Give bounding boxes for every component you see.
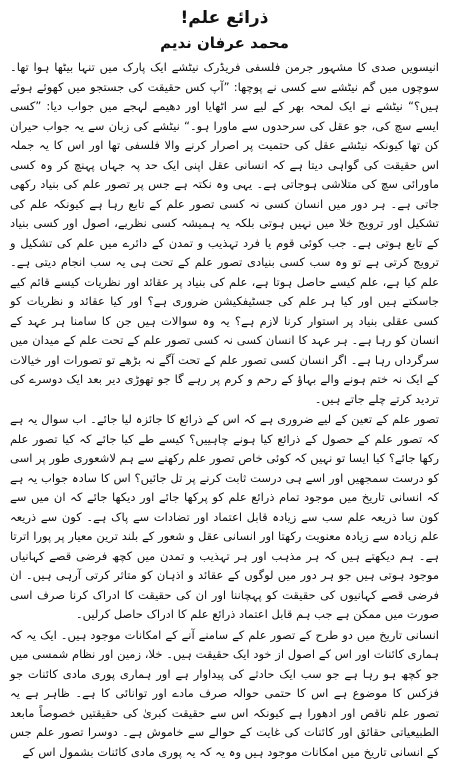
- article-body: [10, 58, 439, 762]
- article-author: محمد عرفان ندیم: [160, 34, 289, 52]
- article-paragraph: انیسویں صدی کا مشہور جرمن فلسفی فریڈرک نیٹشے ایک پارک میں تنہا بیٹھا ہوا تھا۔ سوچوں میں گم نیٹشے سے کسی نے پوچھا: ”آپ کس حقیقت کی جستجو میں کھوئے ہوئے ہیں؟“ نیٹشے نے ایک لمحہ بھر کے لیے سر اٹھایا اور دھیمے لہجے میں جواب دیا: ”کسی ایسے سچ کی، جو عقل کی سرحدوں سے ماورا ہو۔“ نیٹشے کی زبان سے یہ جواب حیران کن تھا کیونکہ نیٹشے عقل کی حتمیت پر اصرار کرنے والا فلسفی تھا اور اس کا یہ جملہ اس حقیقت کی گواہی دیتا ہے کہ انسانی عقل اپنی ایک حد پہ جہاں پہنچ کر وہ کسی ماورائی سچ کی متلاشی ہوجاتی ہے۔ یہی وہ نکتہ ہے جس پر تصور علم کی بنیاد رکھی جاتی ہے۔ ہر دور میں انسان کسی نہ کسی تصور علم کے تابع رہا ہے کیونکہ علم کی تشکیل اور ترویج خلا میں نہیں ہوتی بلکہ یہ ہمیشہ کسی نظریے، اصول اور کسی بنیاد کے تابع ہوتی ہے۔ جب کوئی قوم یا فرد تہذیب و تمدن کے دائرے میں علم کی تشکیل و ترویج کرتی ہے تو وہ سب کسی بنیادی تصور علم کے تحت ہی یہ سب انجام دیتی ہے۔ علم کیا ہے، علم کیسے حاصل ہوتا ہے، علم کی بنیاد پر عقائد اور نظریات کیسے قائم کیے جاسکتے ہیں اور کیا ہر علم کی جسٹیفکیشن ضروری ہے؟ اور کیا عقائد و نظریات کو کسی عقلی بنیاد پر استوار کرنا لازم ہے؟ یہ وہ سوالات ہیں جن کا سامنا ہر عہد کے انسان کو رہا ہے۔ ہر عہد کا انسان کسی نہ کسی تصور علم کے تحت علم کے میدان میں سرگرداں رہا ہے۔ اگر انسان کسی تصور علم کے تحت آگے نہ بڑھے تو تصورات اور خیالات کے ایک نہ ختم ہونے والے بہاؤ کے رحم و کرم پر رہے گا جو تھوڑی دیر بعد ایک دوسرے کی تردید کرتے چلے جاتے ہیں۔: [10, 60, 439, 406]
- article-paragraph: انسانی تاریخ میں دو طرح کے تصور علم کے سامنے آنے کے امکانات موجود ہیں۔ ایک یہ کہ ہماری کائنات اور اس کے اصول از خود ایک حقیقت ہیں۔ خلا، زمین اور نظام شمسی میں جو کچھ ہو رہا ہے جو سب ایک حادثے کی پیداوار ہے اور ہماری پوری مادی کائنات جو فزکس کا موضوع ہے اس کا حتمی حوالہ صرف مادے اور توانائی کا ہے۔ ظاہر ہے یہ تصور علم ناقص اور ادھورا ہے کیونکہ اس سے حقیقت کبریٰ کی حقیقتیں خصوصاً مابعد الطبیعیاتی حقائق اور کائنات کی غایت کے حوالے سے خاموش ہے۔ دوسرا تصور علم جس کے انسانی تاریخ میں امکانات موجود ہیں وہ یہ کہ یہ پوری مادی کائنات بشمول اس کے: [10, 627, 439, 759]
- article-title: ذرائع علم!: [180, 8, 269, 28]
- article-paragraph: تصور علم کے تعین کے لیے ضروری ہے کہ اس کے ذرائع کا جائزہ لیا جائے۔ اب سوال یہ ہے کہ تصور علم کے حصول کے ذرائع کیا ہونے چاہییں؟ کیسے طے کیا جائے کہ کیا تصور علم رکھا جائے؟ کیا ایسا تو نہیں کہ کوئی خاص تصور علم رکھنے سے ہم لاشعوری طور پر اسی کو درست سمجھیں اور اسے ہی درست ثابت کرنے پر تل جائیں؟ اس کا سادہ جواب یہ ہے کہ انسانی تاریخ میں موجود تمام ذرائع علم کو پرکھا جائے اور دیکھا جائے کہ ان میں سے کون سا ذریعہ علم سب سے زیادہ قابل اعتماد اور تضادات سے پاک ہے۔ کون سے ذریعہ علم زیادہ سے زیادہ معنویت رکھتا اور انسانی عقل و شعور کے بلند ترین معیار پر پورا اترتا ہے۔ ہم دیکھتے ہیں کہ ہر مذہب اور ہر تہذیب و تمدن میں کچھ فرضی قصے کہانیاں موجود ہوتی ہیں جو ہر دور میں لوگوں کے عقائد و اذہان کو متاثر کرتی آرہی ہیں۔ ان فرضی قصے کہانیوں کی حقیقت کو پہچاننا اور ان کی حقیقت کا ادراک کرنا صرف اسی صورت میں ممکن ہے جب ہم قابل اعتماد ذرائع علم کا ادراک حاصل کرلیں۔: [10, 412, 439, 621]
